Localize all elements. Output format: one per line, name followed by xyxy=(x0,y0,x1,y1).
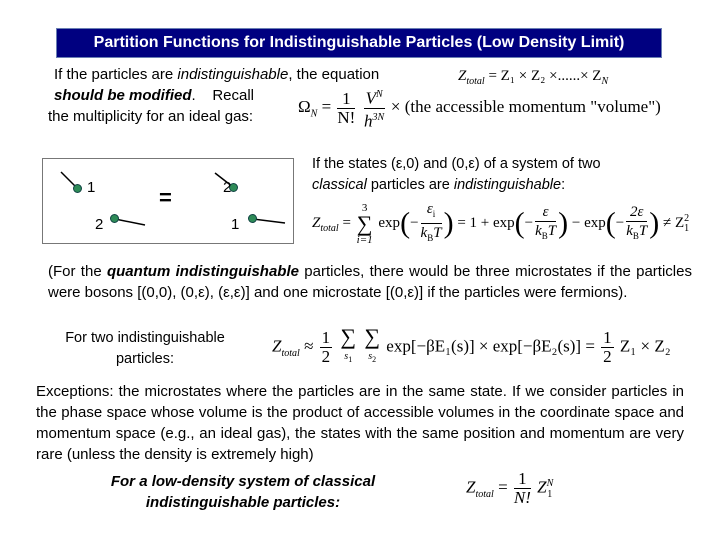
sum-symbol: 3 ∑ i=1 xyxy=(356,201,373,246)
low-density-label: For a low-density system of classical indistinguishable particles: xyxy=(110,473,376,511)
right-label-top: 2 xyxy=(223,179,232,196)
quantum-note: (For the quantum indistinguishable particles, there would be three microstates if the particles were bosons [(0,0), (0,ε), (ε,ε)] and one microstate [(0,ε)] if the particles were fermions). xyxy=(48,263,692,301)
states-note: If the states (ε,0) and (0,ε) of a system of two classical particles are indistinguishable: xyxy=(312,156,601,193)
ztotal-equation: $Z_{total} = Z_1 \times Z_2$ ×......× $Z_N$ xyxy=(458,68,609,87)
exceptions-paragraph: Exceptions: the microstates where the particles are in the same state. If we consider particles in the phase space whose volume is the product of accessible volumes in the coordinate space and momentum space (e.g., an ideal gas), the states with the same position and momentum are very rare (unless the density is extremely high) xyxy=(36,383,684,463)
particle-dot xyxy=(73,184,82,193)
eps-fraction: $\frac{\varepsilon}{k_BT}$ xyxy=(535,203,557,241)
particle-dot xyxy=(248,214,257,223)
arrow-line xyxy=(115,219,145,225)
sum-equation: $Z_{total}$ = 3 ∑ i=1 exp(− $\frac{\varepsilon_i}{k_BT}$ ) = 1 + exp(− $\frac{\varepsilon}{k_BT}$ ) − exp(− $\frac{2\varepsilon}{k_BT}$ ) ≠ $Z^2_1$ xyxy=(312,201,690,246)
half-fraction-2: $\frac{1}{2}$ xyxy=(603,328,612,366)
two-particles-label: For two indistinguishable particles: xyxy=(65,330,225,367)
eps-i-fraction: $\frac{\varepsilon_i}{k_BT}$ xyxy=(420,201,442,243)
half-fraction: $\frac{1}{2}$ xyxy=(321,328,331,366)
final-fraction: $\frac{1}{N!}$ xyxy=(513,469,531,507)
two-particles-equation: $Z_{total}$ ≈ $\frac{1}{2}$ ∑ $s_1$ ∑ $s_2$ exp[−βE₁(s)] × exp[−βE₂(s)] = $\frac{1}{2}$ Z₁ × Z₂ xyxy=(272,326,671,369)
right-label-bottom: 1 xyxy=(231,216,240,233)
sum-s1: ∑ $s_1$ xyxy=(340,324,357,364)
omega-equation: $\Omega_N$ = $\frac{1}{N!}$ $\frac{V^N}{h^{3N}}$ × (the accessible momentum "volume") xyxy=(298,86,661,130)
microstate-diagram xyxy=(42,158,294,244)
sum-s2: ∑ $s_2$ xyxy=(364,324,381,364)
equals-sign: = xyxy=(159,185,172,210)
final-equation: $Z_{total}$ = $\frac{1}{N!}$ $Z^N_1$ xyxy=(466,469,554,507)
arrow-line xyxy=(253,219,285,223)
left-label-bottom: 2 xyxy=(95,216,104,233)
left-label-top: 1 xyxy=(87,179,96,196)
two-eps-fraction: $\frac{2\varepsilon}{k_BT}$ xyxy=(626,203,648,241)
volume-fraction: $\frac{V^N}{h^{3N}}$ xyxy=(364,86,385,130)
omega-fraction: $\frac{1}{N!}$ xyxy=(337,88,356,127)
page-title: Partition Functions for Indistinguishable Particles (Low Density Limit) xyxy=(56,28,662,58)
particle-dot xyxy=(110,214,119,223)
intro-text: If the particles are indistinguishable, the equation should be modified. Recall the multiplicity for an ideal gas: xyxy=(48,66,380,125)
